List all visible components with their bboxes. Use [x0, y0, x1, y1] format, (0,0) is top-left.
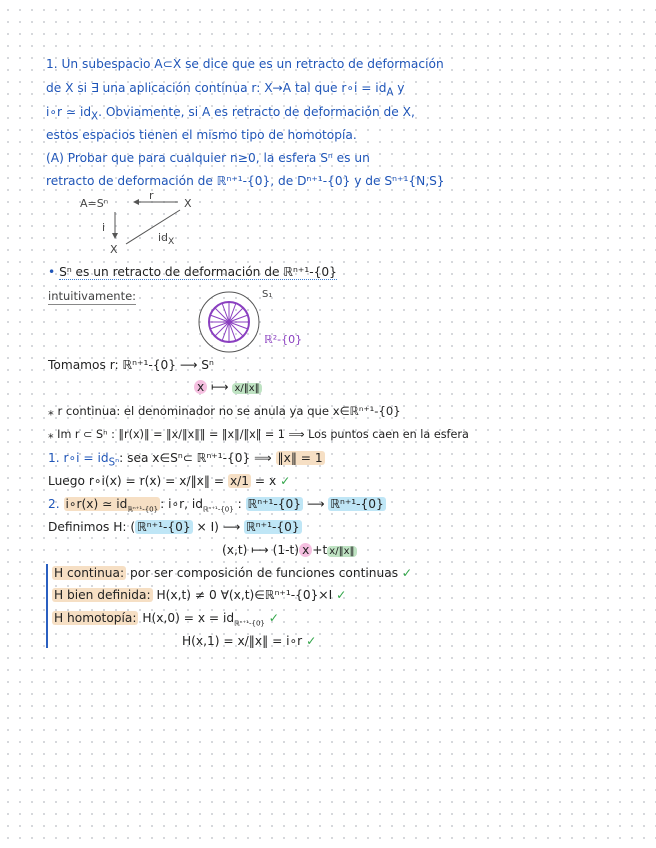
exercise-line-2 [46, 80, 404, 101]
check-icon-3: ✓ [336, 588, 347, 602]
point-2-highlight-text: i∘r(x) ≃ id [65, 497, 128, 511]
property-bracket [46, 564, 48, 648]
h-homotopia-line [52, 610, 279, 631]
homotopy-out-b: +t [312, 543, 328, 557]
check-icon: ✓ [280, 474, 291, 488]
h-homotopia-line-2 [182, 633, 316, 649]
homotopy-out-frac: x/‖x‖ [329, 546, 355, 557]
h-homotopia-label: H homotopía: [54, 611, 137, 625]
exercise-line-2-tail: y [393, 81, 405, 95]
point-2-codomain: ℝⁿ⁺¹-{0} [330, 497, 384, 511]
point-2-number: 2. [48, 497, 64, 511]
h-continua-line [52, 565, 412, 581]
homotopy-out-a: (1-t) [272, 543, 300, 557]
point-1-highlight: ‖x‖ = 1 [277, 451, 323, 465]
definimos-codomain: ℝⁿ⁺¹-{0} [246, 520, 300, 534]
luego-highlight: x/1 [229, 474, 250, 488]
exercise-line-1: 1. Un subespacio A⊂X se dice que es un retracto de deformación [46, 57, 444, 71]
tomamos-map-line [194, 379, 262, 397]
diagram-id-label [158, 230, 174, 250]
point-1-sub: Sⁿ [108, 457, 120, 469]
h-definida-label: H bien definida: [54, 588, 151, 602]
point-1-text: : sea x∈Sⁿ⊂ ℝⁿ⁺¹-{0} ⟹ [119, 451, 276, 465]
point-2-mid-sub: ℝⁿ⁺¹-{0} [202, 505, 234, 514]
diagram-arrow-r-label: r [149, 189, 154, 202]
intuition-label: intuitivamente: [48, 289, 137, 303]
point-2-mid: : i∘r, id [160, 497, 203, 511]
point-1-line [48, 450, 325, 471]
point-2-domain: ℝⁿ⁺¹-{0} [247, 497, 302, 511]
h-continua-label: H continua: [54, 566, 125, 580]
point-2-line [48, 496, 386, 517]
diagram-top-left: A=Sⁿ [80, 197, 109, 210]
check-icon-2: ✓ [401, 566, 413, 580]
homotopy-out-x: x [299, 543, 312, 557]
exercise-line-2-sub: A [386, 87, 394, 99]
h-definida-text: H(x,t) ≠ 0 ∀(x,t)∈ℝⁿ⁺¹-{0}×I [152, 588, 333, 602]
sphere-label: S₁ [262, 289, 273, 300]
point-2-highlight-sub: ℝⁿ⁺¹-{0} [127, 505, 159, 514]
exercise-line-2-text: de X si ∃ una aplicación continua r: X→A tal que r∘i = id [46, 81, 387, 95]
h-homotopia-text-2: H(x,1) = x/‖x‖ = i∘r [182, 634, 303, 648]
exercise-line-4: estos espacios tienen el mismo tipo de homotopía. [46, 128, 357, 142]
diagram-arrow-i-label: i [102, 221, 106, 234]
homotopy-map: ⟼ [251, 543, 269, 557]
point-2-highlight [64, 497, 161, 514]
exercise-line-3-tail: . Obviamente, si A es retracto de deformación de X, [98, 105, 415, 119]
exercise-line-3-text: i∘r ≃ id [46, 105, 92, 119]
tomamos-map: ⟼ [211, 380, 229, 394]
diagram-id-sub: X [168, 236, 175, 248]
h-continua-text: por ser composición de funciones continuas [126, 566, 399, 580]
exercise-line-3-sub: X [91, 111, 99, 123]
continua-line: ⁎ r continua: el denominador no se anula ya que x∈ℝⁿ⁺¹-{0} [48, 404, 401, 418]
space-label: ℝ²-{0} [264, 333, 303, 346]
tomamos-frac: x/‖x‖ [234, 383, 260, 394]
check-icon-5: ✓ [306, 634, 317, 648]
point-2-arrow: ⟶ [303, 497, 329, 511]
diagram-top-right: X [184, 197, 192, 210]
exercise-line-3 [46, 104, 415, 125]
h-homotopia-text: H(x,0) = x = id [138, 611, 235, 625]
diagram-id-text: id [158, 231, 169, 244]
homotopy-input: (x,t) [222, 543, 248, 557]
definimos-line [48, 519, 302, 535]
luego-line [48, 473, 290, 489]
h-definida-line [52, 587, 346, 603]
sphere-sketch [196, 290, 264, 354]
homotopy-formula-line [222, 542, 357, 560]
point-1-label: 1. r∘i = id [48, 451, 109, 465]
luego-tail: = x [251, 474, 277, 488]
section-heading [48, 264, 337, 280]
luego-text: Luego r∘i(x) = r(x) = x/‖x‖ = [48, 474, 228, 488]
definimos-text: Definimos H: ( [48, 520, 136, 534]
section-title: Sⁿ es un retracto de deformación de ℝⁿ⁺¹-{0} [59, 265, 337, 279]
tomamos-x: x [194, 380, 207, 394]
image-line: ⁎ Im r ⊂ Sⁿ : ‖r(x)‖ = ‖x/‖x‖‖ = ‖x‖/‖x‖ = 1 ⟹ Los puntos caen en la esfera [48, 428, 469, 441]
exercise-line-5: (A) Probar que para cualquier n≥0, la esfera Sⁿ es un [46, 151, 370, 165]
definimos-mid: × I) ⟶ [192, 520, 245, 534]
definimos-domain: ℝⁿ⁺¹-{0} [137, 520, 191, 534]
h-homotopia-sub: ℝⁿ⁺¹-{0} [234, 619, 265, 628]
section-bullet: • [48, 265, 56, 279]
point-2-colon: : [233, 497, 246, 511]
exercise-line-6: retracto de deformación de ℝⁿ⁺¹-{0}, de Dⁿ⁺¹-{0} y de Sⁿ⁺¹{N,S} [46, 174, 445, 188]
tomamos-line: Tomamos r: ℝⁿ⁺¹-{0} ⟶ Sⁿ [48, 358, 214, 372]
diagram-bottom: X [110, 243, 118, 256]
check-icon-4: ✓ [268, 611, 279, 625]
